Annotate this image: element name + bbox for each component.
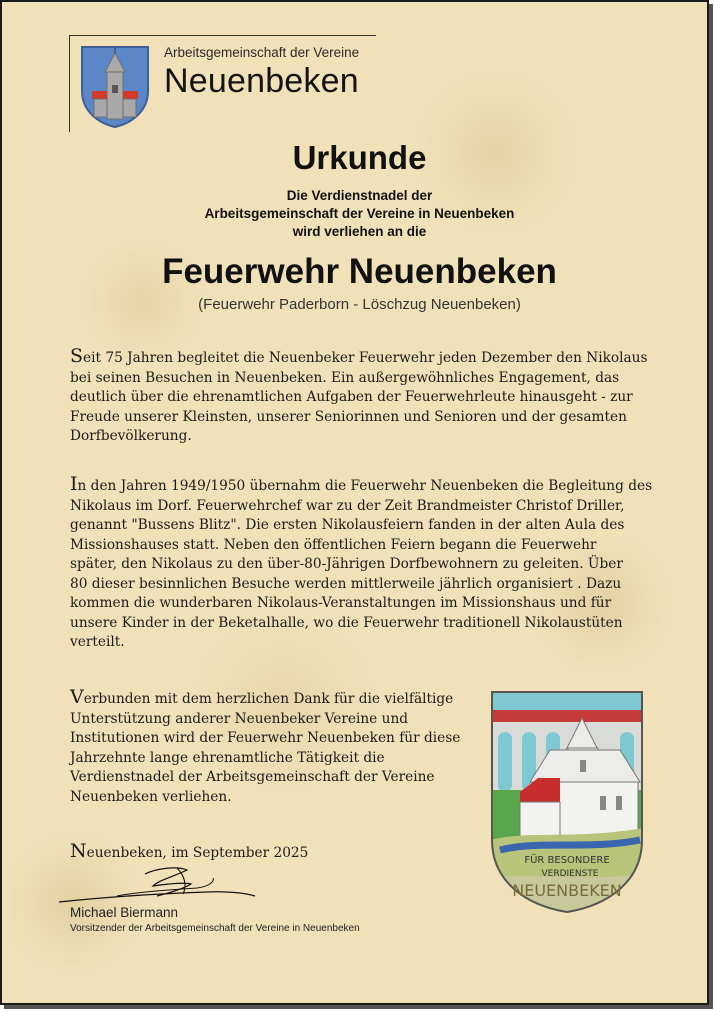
text-line: Institutionen wird der Feuerwehr Neuenbeken für diese: [70, 730, 461, 746]
paragraph-2: [70, 475, 670, 653]
paragraph-1: [70, 347, 670, 447]
certificate-title: Urkunde: [292, 139, 427, 176]
coat-of-arms-icon: [80, 45, 150, 129]
subtitle-line: Arbeitsgemeinschaft der Vereine in Neuenbeken: [204, 206, 515, 221]
org-line: Arbeitsgemeinschaft der Vereine: [164, 45, 360, 60]
badge-line1: FÜR BESONDERE: [524, 855, 610, 866]
initial-letter: V: [70, 686, 84, 708]
text-line: bei seinen Besuchen in Neuenbeken. Ein außergewöhnliches Engagement, das: [70, 369, 620, 386]
initial-letter: I: [70, 473, 78, 495]
header-frame-top: [69, 35, 376, 36]
paragraph-3: [70, 688, 470, 807]
text-line: Dorfbevölkerung.: [70, 428, 192, 444]
text-line: erbunden mit dem herzlichen Dank für die vielfältige: [83, 691, 454, 707]
text-line: unsere Kinder in der Beketalhalle, wo die Feuerwehr traditionell Nikolaustüten: [70, 614, 623, 631]
recipient-name: Feuerwehr Neuenbeken: [162, 252, 557, 291]
signature-icon: [57, 862, 257, 907]
badge-emblem-icon: [490, 690, 644, 915]
text-line: Freude unserer Kleinsten, unserer Seniorinnen und Senioren und der gesamten: [70, 408, 627, 425]
text-line: 80 dieser besinnlichen Besuche werden mittlerweile jährlich organisiert . Dazu: [70, 575, 622, 592]
text-line: später, den Nikolaus zu den über-80-Jährigen Dorfbewohnern zu geleiten. Über: [70, 556, 623, 572]
text-line: kommen die wunderbaren Nikolaus-Veranstaltungen im Missionshaus und für: [70, 595, 612, 611]
text-line: Verdienstnadel der Arbeitsgemeinschaft der Vereine: [70, 769, 435, 785]
dateline-text: euenbeken, im September 2025: [86, 845, 309, 861]
signer-name: Michael Biermann: [70, 905, 179, 920]
recipient-subtitle: (Feuerwehr Paderborn - Löschzug Neuenbeken): [198, 296, 521, 313]
badge-line2: VERDIENSTE: [541, 869, 599, 879]
subtitle-line: wird verliehen an die: [292, 224, 427, 239]
text-line: Jahrzehnte lange ehrenamtliche Tätigkeit die: [70, 749, 385, 766]
text-line: Nikolaus im Dorf. Feuerwehrchef war zu der Zeit Brandmeister Christof Driller,: [70, 497, 625, 514]
org-name: Neuenbeken: [164, 62, 359, 100]
text-line: Unterstützung anderer Neuenbeker Vereine und: [70, 710, 409, 727]
text-line: Missionshauses statt. Neben den öffentlichen Feiern begann die Feuerwehr: [70, 536, 597, 553]
text-line: deutlich über die ehrenamtlichen Aufgaben der Feuerwehrleute hinausgeht - zur: [70, 389, 633, 405]
badge-line3: NEUENBEKEN: [512, 881, 622, 900]
subtitle-line: Die Verdienstnadel der: [286, 188, 433, 203]
text-line: eit 75 Jahren begleitet die Neuenbeker Feuerwehr jeden Dezember den Nikolaus: [83, 350, 648, 366]
initial-letter: S: [70, 345, 84, 367]
signer-title: Vorsitzender der Arbeitsgemeinschaft der Vereine in Neuenbeken: [70, 923, 360, 934]
text-line: n den Jahren 1949/1950 übernahm die Feuerwehr Neuenbeken die Begleitung des: [77, 478, 653, 494]
text-line: verteilt.: [70, 634, 125, 650]
text-line: Neuenbeken verliehen.: [70, 788, 232, 805]
dateline: [70, 842, 470, 864]
initial-letter: N: [70, 840, 87, 862]
header-frame-left: [69, 35, 70, 132]
text-line: genannt "Bussens Blitz". Die ersten Nikolausfeiern fanden in der alten Aula des: [70, 517, 625, 533]
